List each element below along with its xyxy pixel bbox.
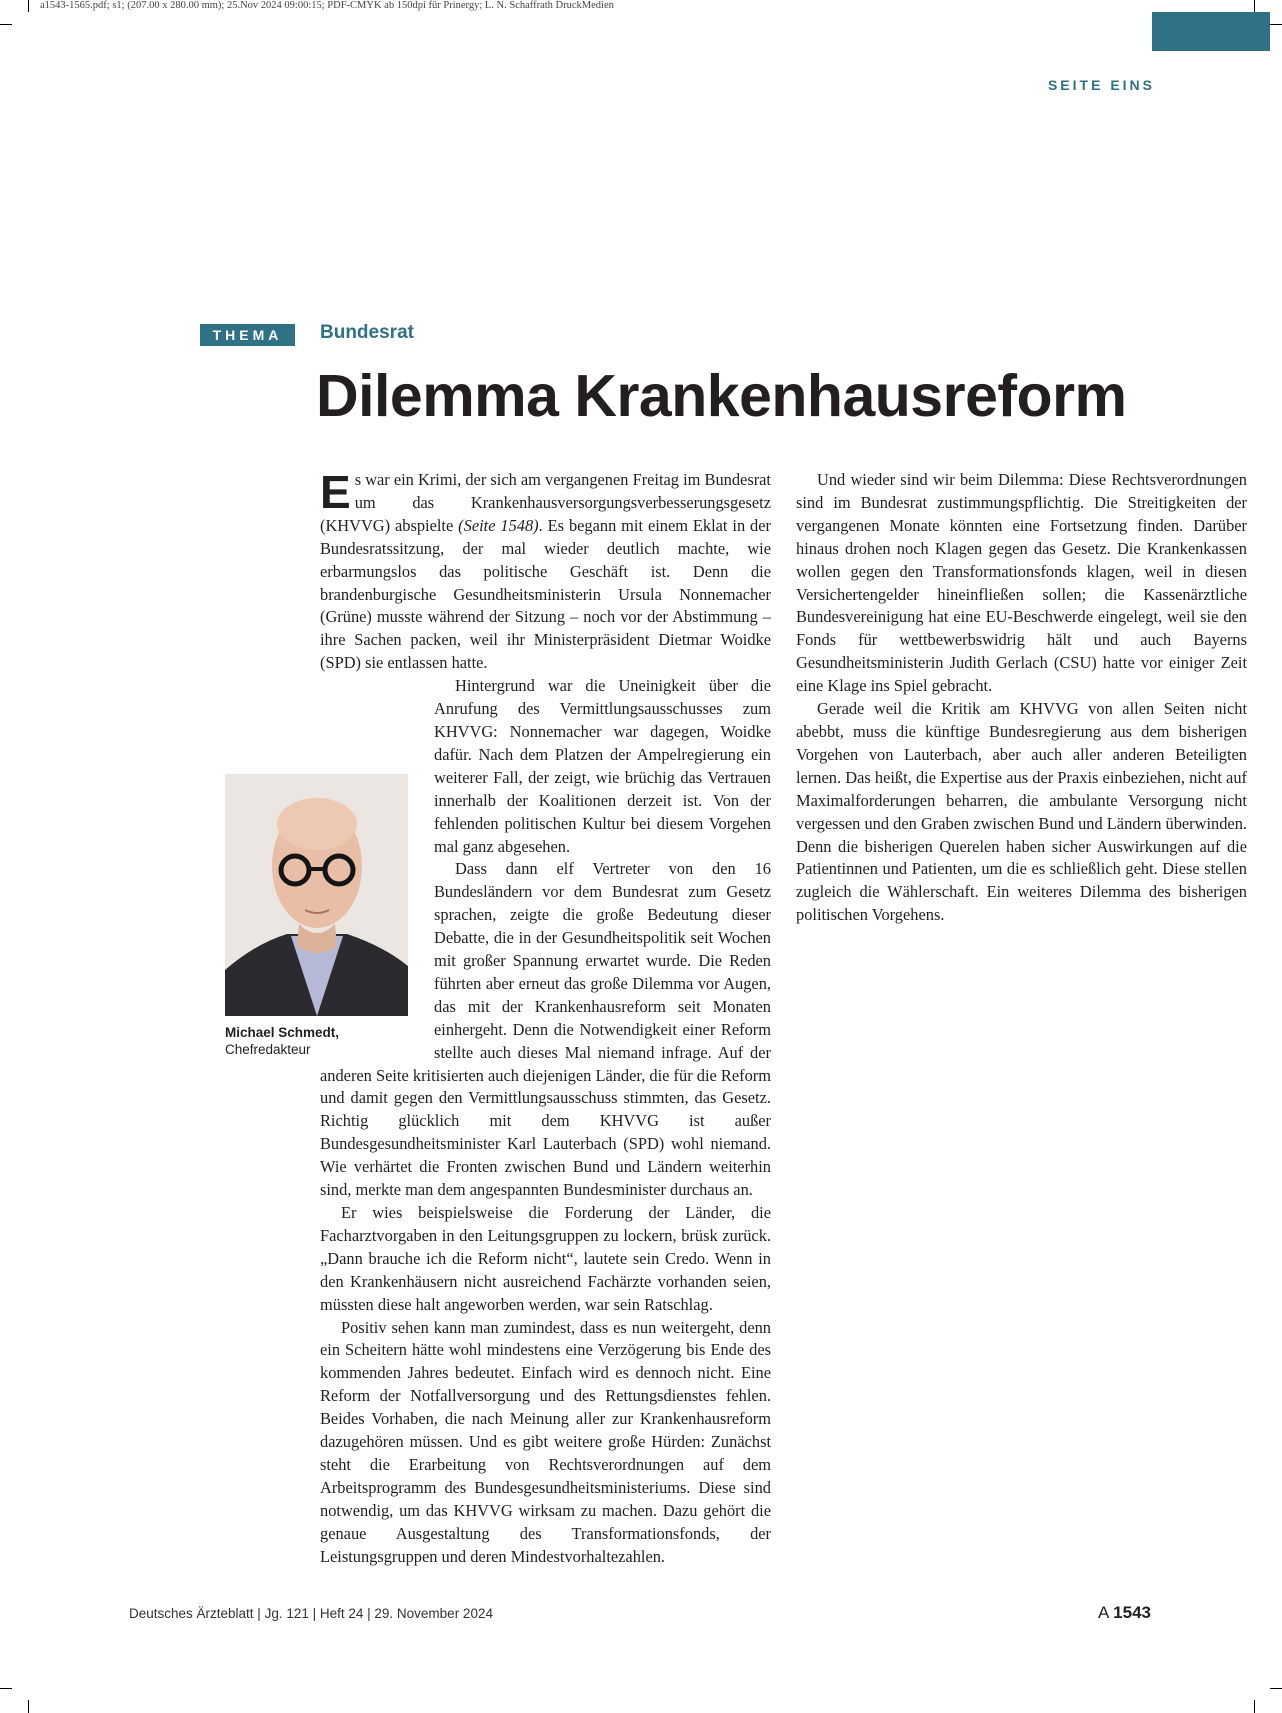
article-text: . Es begann mit einem Eklat in der Bundesratssitzung, der mal wieder deutlich machte, wie erbarmungslos das politische Geschäft ist. Denn die brandenburgische Gesundheitsministerin Ursula Nonnemacher (Grüne) musste während der Sitzung – noch vor der Abstimmung – ihre Sachen packen, weil ihr Ministerpräsident Dietmar Woidke (SPD) sie entlassen hatte. <box>320 515 771 673</box>
crop-mark <box>1270 24 1282 25</box>
article-paragraph <box>320 675 771 858</box>
page-reference: (Seite 1548) <box>458 515 539 535</box>
crop-mark <box>28 1700 29 1713</box>
section-label: SEITE EINS <box>1047 77 1155 93</box>
article-text: Hintergrund war die Uneinigkeit über die Anrufung des Vermittlungsausschusses zum KHVVG: Nonnemacher war dagegen, Woidke dafür. Nach dem Platzen der Ampelregierung ein weiterer Fall, der zeigt, wie brüchig das Vertrauen innerhalb der Koalitionen derzeit ist. Von der fehlenden politischen Kultur bei diesem Vorgehen mal ganz abgesehen. <box>434 676 771 856</box>
crop-mark <box>0 1688 12 1689</box>
article-paragraph: Positiv sehen kann man zumindest, dass es nun weitergeht, denn ein Scheitern hätte wohl mindestens eine Verzögerung bis Ende des kommenden Jahres bedeutet. Einfach wird es dennoch nicht. Eine Reform der Notfallversorgung und des Rettungsdienstes fehlen. Beides Vorhaben, die nach Meinung aller zur Krankenhausreform dazugehören müssen. Und es gibt weitere große Hürden: Zunächst steht die Erarbeitung von Rechtsverordnungen auf dem Arbeitsprogramm des Bundesgesundheitsministeriums. Diese sind notwendig, um das KHVVG wirksam zu machen. Dazu gehört die genaue Ausgestaltung des Transformationsfonds, der Leistungsgruppen und deren Mindestvorhaltezahlen. <box>320 1317 771 1566</box>
article-column-1 <box>320 466 771 1569</box>
headline: Dilemma Krankenhausreform <box>316 363 1127 429</box>
kicker: Bundesrat <box>320 322 414 343</box>
article-paragraph: Er wies beispielsweise die Forderung der Länder, die Facharztvorgaben in den Leitungsgruppen zu lockern, brüsk zurück. „Dann brauche ich die Reform nicht“, lautete sein Credo. Wenn in den Krankenhäusern nicht ausreichend Fachärzte vorhanden seien, müssten diese halt angeworben werden, war sein Ratschlag. <box>320 1203 771 1314</box>
author-role: Chefredakteur <box>225 1042 311 1057</box>
drop-cap: E <box>320 466 351 518</box>
page-number-value: 1543 <box>1113 1603 1151 1622</box>
crop-mark <box>1254 1700 1255 1713</box>
crop-mark <box>1270 1688 1282 1689</box>
article-paragraph: Dass dann elf Vertreter von den 16 Bundesländern vor dem Bundesrat zum Gesetz sprachen, zeigte die große Bedeutung dieser Debatte, die in der Gesundheitspolitik seit Wochen mit großer Spannung erwartet wurde. Die Reden führten aber erneut das große Dilemma vor Augen, das mit der Krankenhausreform seit Monaten einhergeht. Denn die Notwendigkeit einer Reform stellte auch dieses Mal niemand infrage. Auf der anderen Seite kritisierten auch diejenigen Länder, die für die Reform und damit gegen den Vermittlungsausschuss stimmten, das Gesetz. Richtig glücklich mit dem KHVVG ist außer Bundesgesundheitsminister Karl Lauterbach (SPD) wohl niemand. Wie verhärtet die Fronten zwischen Bund und Ländern weiterhin sind, merkte man dem angespannten Bundesminister durchaus an. <box>320 859 771 1200</box>
photo-spacer <box>320 675 434 1055</box>
crop-mark <box>0 24 12 25</box>
article-column-2 <box>796 469 1247 927</box>
print-info-line: a1543-1565.pdf; s1; (207.00 x 280.00 mm); 25.Nov 2024 09:00:15; PDF-CMYK ab 150dpi für Prinergy; L. N. Schaffrath DruckMedien <box>40 0 614 11</box>
article-paragraph <box>320 466 771 675</box>
thema-badge: THEMA <box>200 324 295 346</box>
crop-mark <box>1254 0 1255 12</box>
section-color-block <box>1152 12 1270 51</box>
page-prefix: A <box>1098 1603 1109 1622</box>
page-number <box>1098 1603 1151 1623</box>
author-name: Michael Schmedt, <box>225 1025 340 1040</box>
crop-mark <box>28 0 29 12</box>
article-text: s war ein Krimi, der sich am vergangenen Freitag im Bundesrat um das Krankenhausversorgungsverbesserungsgesetz (KHVVG) abspielte <box>320 470 771 535</box>
article-paragraph: Gerade weil die Kritik am KHVVG von allen Seiten nicht abebbt, muss die künftige Bundesregierung aus dem bisherigen Vorgehen von Lauterbach, aber auch aller anderen Beteiligten lernen. Das heißt, die Expertise aus der Praxis einbeziehen, nicht auf Maximalforderungen beharren, die ambulante Versorgung nicht vergessen und den Graben zwischen Bund und Ländern überwinden. Denn die bisherigen Querelen haben sicher Auswirkungen auf die Patientinnen und Patienten, um die es schließlich geht. Diese stellen zugleich die Wählerschaft. Ein weiteres Dilemma des bisherigen politischen Vorgehens. <box>796 699 1247 925</box>
article-paragraph: Und wieder sind wir beim Dilemma: Diese Rechtsverordnungen sind im Bundesrat zustimmungspflichtig. Die Streitigkeiten der vergangenen Monate könnten eine Fortsetzung finden. Darüber hinaus drohen noch Klagen gegen das Gesetz. Die Krankenkassen wollen gegen den Transformationsfonds klagen, weil in diesen Versichertengelder hineinfließen sollen; die Kassenärztliche Bundesvereinigung hat eine EU-Beschwerde eingelegt, weil sie den Fonds für wettbewerbswidrig hält und auch Bayerns Gesundheitsministerin Judith Gerlach (CSU) hatte vor einiger Zeit eine Klage ins Spiel gebracht. <box>796 470 1247 696</box>
footer-citation: Deutsches Ärzteblatt | Jg. 121 | Heft 24 | 29. November 2024 <box>129 1606 493 1621</box>
